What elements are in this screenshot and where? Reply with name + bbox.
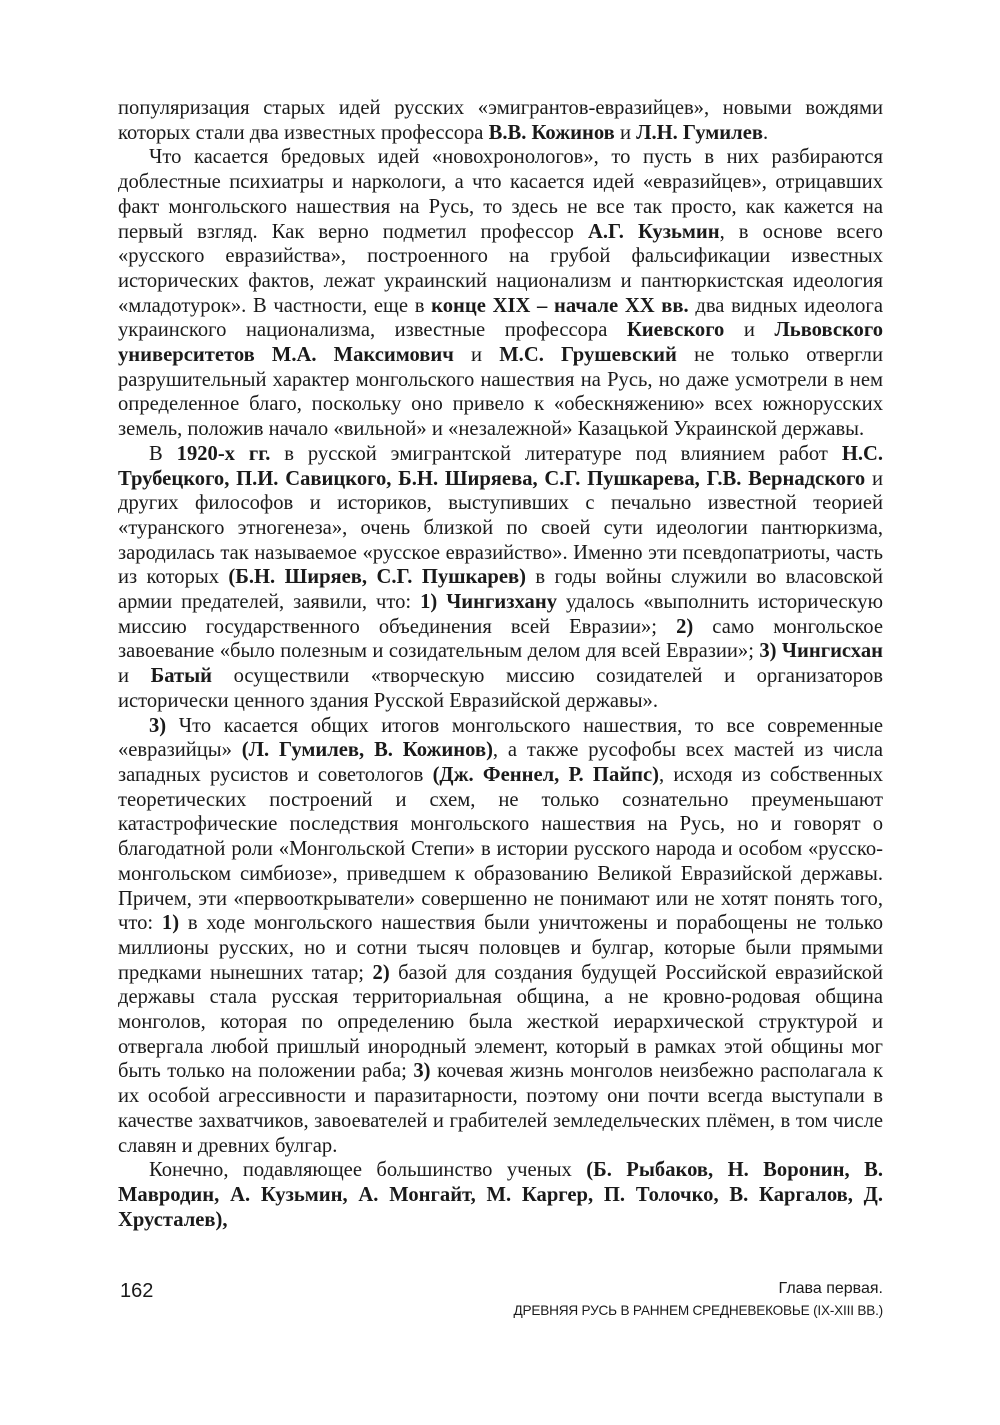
bold-text: (Дж. Феннел, Р. Пайпс) [432, 763, 659, 786]
bold-text: конце XIX – начале XX вв. [431, 294, 689, 317]
bold-text: М.С. Грушевский [499, 344, 677, 367]
bold-text: 3) [413, 1060, 431, 1083]
text-run: Конечно, подавляющее большинство ученых [149, 1159, 587, 1182]
bold-text: 1920-х гг. [176, 442, 271, 465]
text-run: , в основе всего «русского евразийства», построенного на грубой фальсификации известных исторических фактов, лежат украинский национализм и пантюркистская идеология «младотурок». В частности, еще в [118, 220, 883, 317]
text-run: и [614, 121, 637, 144]
running-footer [514, 1278, 883, 1322]
text-run: и [118, 665, 151, 688]
bold-text: А.Г. Кузьмин [588, 220, 720, 243]
page-number: 162 [120, 1280, 154, 1302]
text-run: в годы войны служили во власовской армии предателей, заявили, что: [118, 566, 883, 614]
paragraph [118, 96, 883, 145]
text-run: и [453, 344, 500, 367]
body-text [118, 96, 883, 1232]
text-run: . [763, 121, 769, 144]
text-run: в ходе монгольского нашествия были уничтожены и порабощены не только миллионы русских, но и сотни тысяч половцев и булгар, которые были прямыми предками нынешних татар; [118, 912, 883, 984]
bold-text: В.В. Кожинов [488, 121, 615, 144]
paragraph [118, 1158, 883, 1232]
text-run: Что касается общих итогов монгольского нашествия, то все современные «евразийцы» [118, 714, 883, 762]
text-run: два видных идеолога украинского национализма, известные профессора [118, 294, 884, 342]
bold-text: 3) Чингисхан [759, 640, 883, 663]
bold-text: 1) Чингизхану [420, 591, 558, 614]
chapter-title: Глава первая. [778, 1280, 883, 1297]
chapter-subtitle: ДРЕВНЯЯ РУСЬ В РАННЕМ СРЕДНЕВЕКОВЬЕ (IX-XIII ВВ.) [513, 1303, 883, 1318]
text-run: В [149, 442, 177, 465]
text-run: популяризация старых идей русских «эмигрантов-евразийцев», новыми вождями которых стали два известных профессора [118, 97, 883, 144]
bold-text: Киевского [626, 319, 725, 342]
paragraph [118, 442, 883, 714]
bold-text: (Б.Н. Ширяев, С.Г. Пушкарев) [228, 566, 526, 589]
text-run: не только отвергли разрушительный характер монгольского нашествия на Русь, но даже усмотрели в нем определенное благо, поскольку оно привело к «обескняжению» всех южнорусских земель, положив начало «вильной» и «незалежной» Казацькой Украинской державы. [118, 344, 883, 441]
bold-text: Н.С. Трубецкого, П.И. Савицкого, Б.Н. Ширяева, С.Г. Пушкарева, Г.В. Вернадского [118, 442, 883, 490]
bold-text: 3) [149, 714, 167, 737]
text-run: и других философов и историков, выступивших с печально известной теорией «туранского этногенеза», очень близкой по своей сути идеологии пантюркизма, зародилась так называемое «русское евразийство». Именно эти псевдопатриоты, часть из которых [118, 467, 883, 589]
bold-text: 2) [372, 961, 390, 984]
text-run: , исходя из собственных теоретических построений и схем, не только сознательно преуменьшают катастрофические последствия монгольского нашествия на Русь, но и говорят о благодатной роли «Монгольской Степи» в истории русского народа и особом «русско-монгольском симбиозе», приведшем к образованию Великой Евразийской державы. Причем, эти «первооткрыватели» совершенно не понимают или не хотят понять того, что: [118, 763, 884, 935]
text-run: осуществили «творческую миссию созидателей и организаторов исторически ценного здания Русской Евразийской державы». [118, 665, 883, 712]
bold-text: Батый [150, 665, 213, 688]
paragraph [118, 714, 883, 1159]
text-run: кочевая жизнь монголов неизбежно располагала к их особой агрессивности и паразитарности, поэтому они почти всегда выступали в качестве захватчиков, завоевателей и грабителей земледельческих плёмен, в том числе славян и древних булгар. [118, 1060, 883, 1157]
bold-text: 1) [161, 912, 180, 935]
text-run: и [724, 319, 775, 342]
paragraph [118, 145, 883, 441]
text-run: в русской эмигрантской литературе под влиянием работ [270, 442, 842, 465]
bold-text: 2) [676, 615, 694, 638]
text-run: удалось «выполнить историческую миссию государственного объединения всей Евразии»; [118, 591, 883, 638]
text-run: базой для создания будущей Российской евразийской державы стала русская территориальная община, а не кровно-родовая община монголов, которая по определению была жесткой иерархической структурой и отвергала любой пришлый инородный элемент, который в рамках этой общины мог быть только на положении раба; [118, 961, 883, 1083]
text-run: , а также русофобы всех мастей из числа западных русистов и советологов [118, 739, 884, 786]
bold-text: Львовского университетов М.А. Максимович [118, 319, 883, 367]
text-run: Что касается бредовых идей «новохронологов», то пусть в них разбираются доблестные психиатры и наркологи, а что касается идей «евразийцев», отрицавших факт монгольского нашествия на Русь, то здесь не все так просто, как кажется на первый взгляд. Как верно подметил профессор [118, 146, 883, 243]
bold-text: Л.Н. Гумилев [636, 121, 763, 144]
text-run: само монгольское завоевание «было полезным и созидательным делом для всей Евразии»; [118, 615, 883, 663]
bold-text: (Л. Гумилев, В. Кожинов) [241, 739, 493, 762]
bold-text: (Б. Рыбаков, Н. Воронин, В. Мавродин, А. Кузьмин, А. Монгайт, М. Каргер, П. Толочко, В. Каргалов, Д. Хрусталев), [118, 1159, 883, 1231]
